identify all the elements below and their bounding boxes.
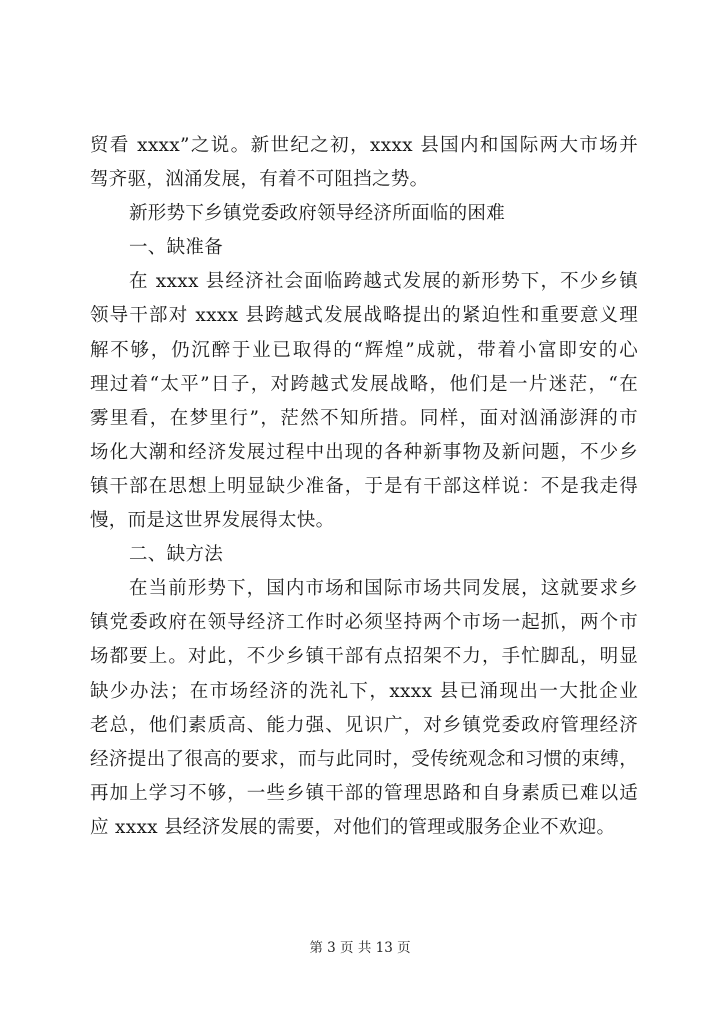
text-line: 镇党委政府在领导经济工作时必须坚持两个市场一起抓，两个市	[90, 612, 638, 634]
text-line: 解不够，仍沉醉于业已取得的“辉煌”成就，带着小富即安的心	[90, 339, 638, 361]
text-line: 场都要上。对此，不少乡镇干部有点招架不力，手忙脚乱，明显	[90, 646, 638, 668]
text-line: 再加上学习不够，一些乡镇干部的管理思路和自身素质已难以适	[90, 782, 638, 804]
section-heading: 一、缺准备	[129, 237, 224, 259]
text-line: 缺少办法；在市场经济的洗礼下，xxxx 县已涌现出一大批企业	[90, 680, 638, 702]
text-line: 领导干部对 xxxx 县跨越式发展战略提出的紧迫性和重要意义理	[90, 305, 638, 327]
page-number-footer: 第 3 页 共 13 页	[309, 940, 411, 956]
text-line: 贸看 xxxx”之说。新世纪之初，xxxx 县国内和国际两大市场并	[90, 135, 638, 156]
text-line: 镇干部在思想上明显缺少准备，于是有干部这样说：不是我走得	[90, 475, 638, 497]
text-line: 在 xxxx 县经济社会面临跨越式发展的新形势下，不少乡镇	[129, 271, 638, 293]
text-line: 雾里看，在梦里行”，茫然不知所措。同样，面对汹涌澎湃的市	[90, 407, 638, 429]
text-line: 经济提出了很高的要求，而与此同时，受传统观念和习惯的束缚，	[90, 748, 638, 770]
text-line: 理过着“太平”日子，对跨越式发展战略，他们是一片迷茫，“在	[90, 373, 638, 395]
section-heading: 二、缺方法	[129, 544, 224, 566]
text-line: 场化大潮和经济发展过程中出现的各种新事物及新问题，不少乡	[90, 441, 638, 463]
text-line: 慢，而是这世界发展得太快。	[90, 510, 335, 532]
text-line: 驾齐驱，汹涌发展，有着不可阻挡之势。	[90, 169, 429, 191]
section-heading: 新形势下乡镇党委政府领导经济所面临的困难	[129, 203, 506, 225]
text-line: 应 xxxx 县经济发展的需要，对他们的管理或服务企业不欢迎。	[90, 816, 616, 838]
document-body	[90, 129, 638, 845]
text-line: 在当前形势下，国内市场和国际市场共同发展，这就要求乡	[129, 578, 638, 600]
text-line: 老总，他们素质高、能力强、见识广，对乡镇党委政府管理经济	[90, 714, 638, 736]
